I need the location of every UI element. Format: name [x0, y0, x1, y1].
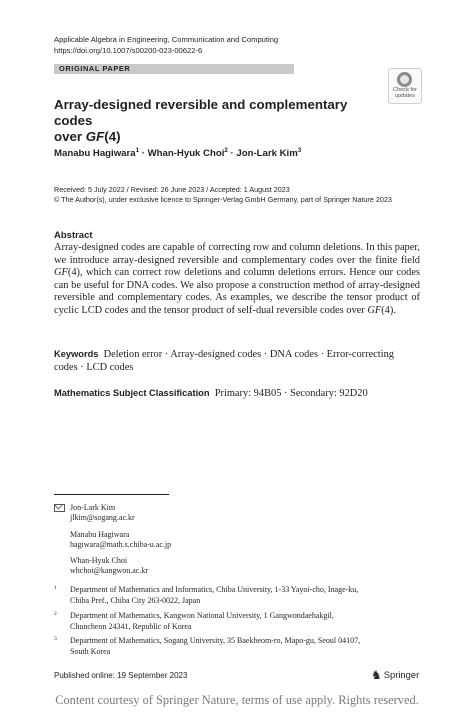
article-type: ORIGINAL PAPER — [59, 64, 131, 73]
keywords-label: Keywords — [54, 349, 99, 359]
published-date: Published online: 19 September 2023 — [54, 671, 188, 680]
abstract-text: Array-designed codes are capable of correcting row and column deletions. In this paper, we introduce array-designed reversible and complementary codes over the finite field GF(4), which can correct row deletions and column deletions errors. Hence our codes can be useful for DNA codes. We also propose a construction method of array-designed reversible and complementary codes. As examples, we describe the tensor product of cyclic LCD codes and the tensor product of self-dual reversible codes over GF(4). — [54, 242, 421, 316]
journal-header — [54, 34, 278, 56]
article-history — [54, 185, 392, 205]
check-for-updates-badge[interactable]: Check for updates — [388, 68, 422, 104]
contact-email[interactable]: jlkim@sogang.ac.kr — [70, 513, 135, 523]
abstract-heading: Abstract — [54, 230, 93, 241]
author-name[interactable]: Jon-Lark Kim — [236, 148, 298, 159]
contact-name: Manabu Hagiwara — [70, 530, 130, 539]
paper-title: Array-designed reversible and complementary codes over GF(4) — [54, 97, 348, 144]
copyright-line: © The Author(s), under exclusive licence to Springer-Verlag GmbH Germany, part of Springer Nature 2023 — [54, 195, 392, 204]
doi-link[interactable]: https://doi.org/10.1007/s00200-023-00622-6 — [54, 46, 203, 55]
keywords-text: Deletion error · Array-designed codes · DNA codes · Error-correcting codes · LCD codes — [54, 349, 394, 373]
author-name[interactable]: Manabu Hagiwara — [54, 148, 136, 159]
author-list: Manabu Hagiwara$^1$ · Whan-Hyuk Choi$^2$ · Jon-Lark Kim$^3$ — [54, 147, 302, 159]
contact-email[interactable]: whchoi@kangwon.ac.kr — [70, 566, 149, 576]
envelope-icon — [54, 504, 65, 512]
msc-classification — [54, 387, 420, 401]
courtesy-notice: Content courtesy of Springer Nature, terms of use apply. Rights reserved. — [55, 693, 419, 707]
journal-name: Applicable Algebra in Engineering, Communication and Computing — [54, 35, 279, 44]
footnote-divider — [54, 494, 169, 495]
article-type-bar — [54, 64, 294, 74]
author-name[interactable]: Whan-Hyuk Choi — [147, 148, 225, 159]
check-updates-icon — [397, 72, 412, 87]
springer-horse-icon: ♞ — [371, 668, 382, 682]
contact-email[interactable]: hagiwara@math.s.chiba-u.ac.jp — [70, 540, 172, 550]
contact-name: Jon-Lark Kim — [70, 503, 116, 512]
contact-name: Whan-Hyuk Choi — [70, 556, 128, 565]
springer-logo: ♞ Springer — [371, 668, 420, 682]
msc-label: Mathematics Subject Classification — [54, 388, 210, 398]
dates-line: Received: 5 July 2022 / Revised: 26 June 2023 / Accepted: 1 August 2023 — [54, 185, 290, 194]
msc-text: Primary: 94B05 · Secondary: 92D20 — [214, 388, 368, 399]
keywords — [54, 348, 420, 374]
